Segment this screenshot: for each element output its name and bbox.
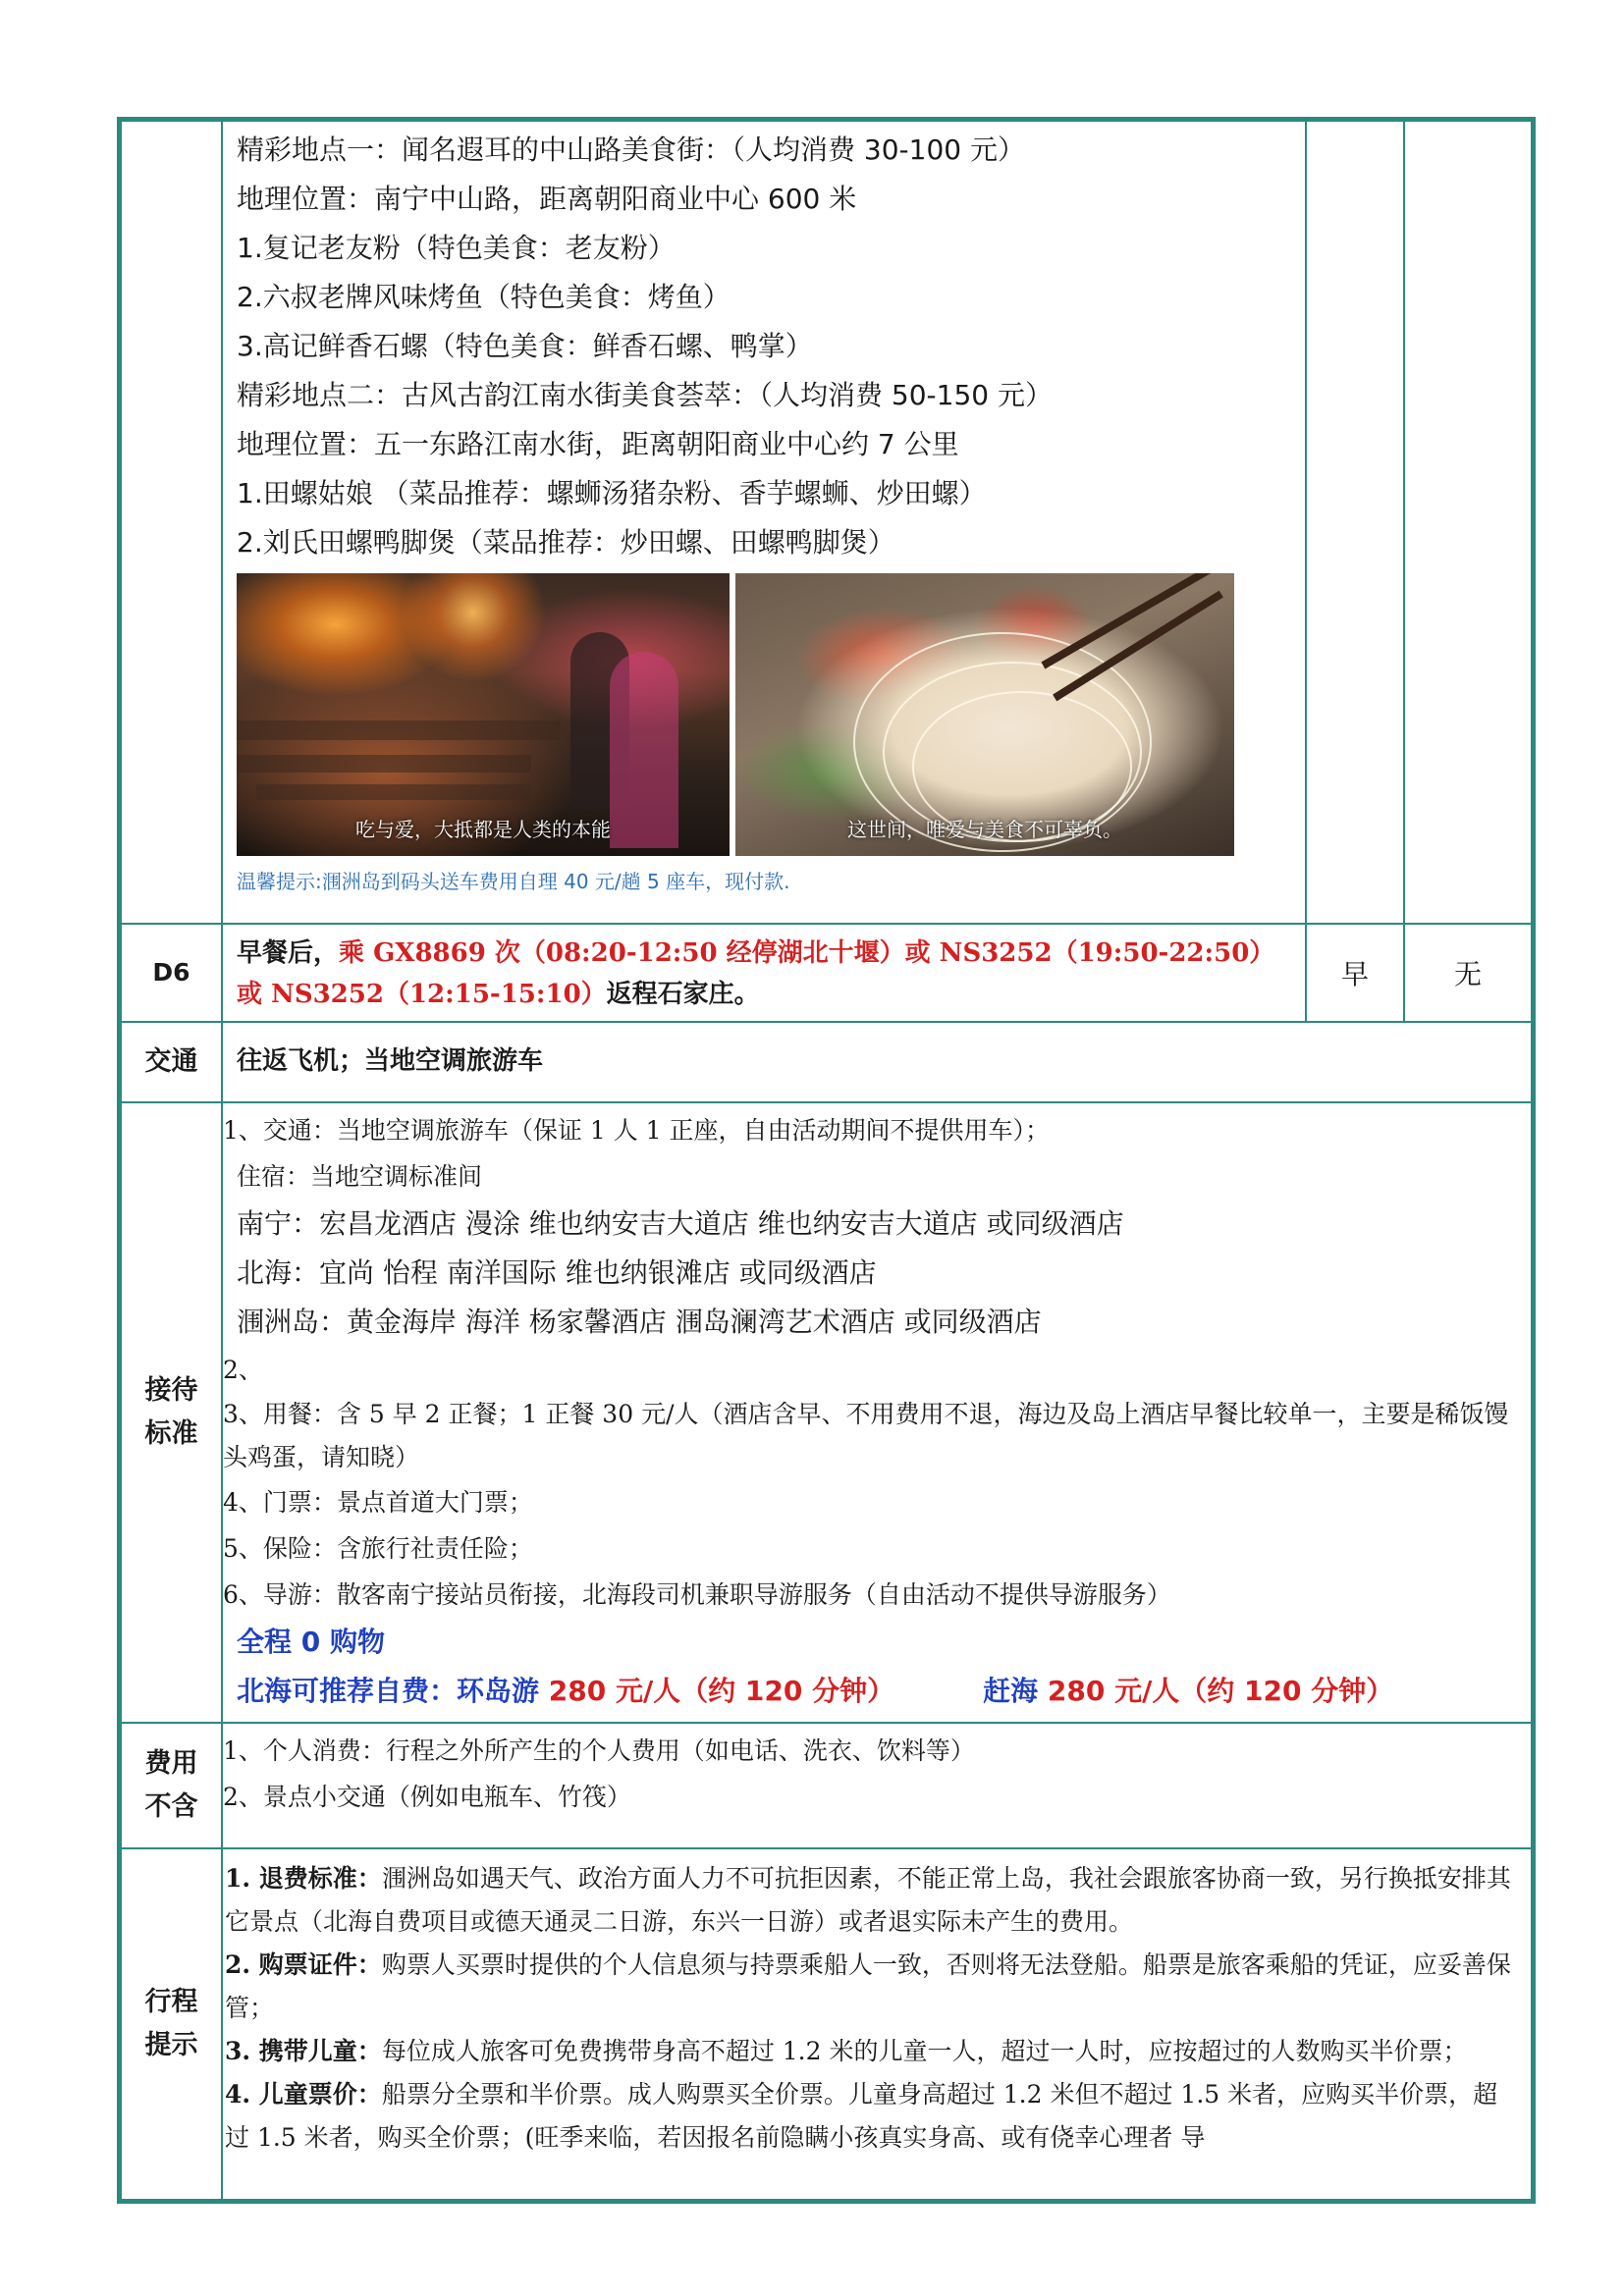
excluded-content — [222, 1723, 1532, 1848]
tip-child-fare-text: 船票分全票和半价票。成人购票买全价票。儿童身高超过 1.2 米但不超过 1.5 米者，应购买半价票，超过 1.5 米者，购买全价票；(旺季来临，若因报名前隐瞒小孩真实身高、或有侥幸心理者 导 — [225, 2080, 1498, 2152]
itinerary-sheet — [117, 117, 1536, 2204]
day6-row — [121, 924, 1532, 1022]
food-street-2-title: 精彩地点二：古风古韵江南水街美食荟萃：（人均消费 50-150 元） — [237, 379, 1053, 411]
optional-activity-1-price: 280 元/人（约 120 分钟） — [548, 1675, 895, 1707]
optional-activity-1: 北海可推荐自费：环岛游 — [237, 1675, 549, 1707]
standard-hotel-title: 住宿：当地空调标准间 — [237, 1162, 483, 1191]
no-shopping: 全程 0 购物 — [237, 1626, 385, 1658]
food-street-1-title: 精彩地点一：闻名遐耳的中山路美食街：（人均消费 30-100 元） — [237, 133, 1025, 166]
day5-label-cell — [121, 121, 222, 924]
tip-refund-title: 1. 退费标准： — [225, 1864, 382, 1893]
transport-text: 往返飞机；当地空调旅游车 — [237, 1045, 544, 1076]
optional-activity-2: 赶海 — [983, 1675, 1048, 1707]
day6-meal: 早 — [1306, 924, 1404, 1022]
standard-label-line2: 标准 — [144, 1418, 198, 1449]
tips-label — [121, 1848, 222, 2200]
tips-label-line2: 提示 — [144, 2030, 198, 2060]
standard-transport: 1、交通：当地空调旅游车（保证 1 人 1 正座，自由活动期间不提供用车）； — [223, 1116, 1051, 1145]
transport-row — [121, 1022, 1532, 1102]
food-street-2-location: 地理位置：五一东路江南水街，距离朝阳商业中心约 7 公里 — [237, 428, 959, 460]
food-item: 3.高记鲜香石螺（特色美食：鲜香石螺、鸭掌） — [237, 330, 813, 362]
standard-tickets: 4、门票：景点首道大门票； — [223, 1488, 533, 1517]
hotel-beihai: 北海：宜尚 怡程 南洋国际 维也纳银滩店 或同级酒店 — [237, 1256, 877, 1289]
tip-children — [225, 2030, 1521, 2073]
photo-caption: 这世间，唯爱与美食不可辜负。 — [847, 818, 1122, 841]
day5-row — [121, 121, 1532, 924]
tip-ticket-id — [225, 1944, 1521, 2030]
day6-hotel: 无 — [1404, 924, 1532, 1022]
night-market-photo — [237, 573, 730, 856]
tip-ticket-id-title: 2. 购票证件： — [225, 1950, 382, 1979]
standard-insurance: 5、保险：含旅行社责任险； — [223, 1534, 533, 1563]
day6-content-cell — [222, 924, 1306, 1022]
excluded-label-line2: 不含 — [144, 1791, 198, 1822]
optional-activities — [223, 1667, 1521, 1716]
tips-label-line1: 行程 — [144, 1987, 198, 2017]
tip-children-title: 3. 携带儿童： — [225, 2037, 382, 2065]
food-street-1-location: 地理位置：南宁中山路，距离朝阳商业中心 600 米 — [237, 183, 857, 215]
standard-guide: 6、导游：散客南宁接站员衔接，北海段司机兼职导游服务（自由活动不提供导游服务） — [223, 1580, 1171, 1609]
tip-children-text: 每位成人旅客可免费携带身高不超过 1.2 米的儿童一人，超过一人时，应按超过的人数购买半价票； — [381, 2037, 1468, 2065]
tip-refund-text: 涠洲岛如遇天气、政治方面人力不可抗拒因素，不能正常上岛，我社会跟旅客协商一致，另行换抵安排其它景点（北海自费项目或德天通灵二日游，东兴一日游）或者退实际未产生的费用。 — [225, 1864, 1511, 1936]
day6-label: D6 — [121, 924, 222, 1022]
food-item: 2.六叔老牌风味烤鱼（特色美食：烤鱼） — [237, 281, 731, 313]
itinerary-table — [120, 120, 1533, 2201]
transport-content — [222, 1022, 1532, 1102]
excluded-item-1: 1、个人消费：行程之外所产生的个人费用（如电话、洗衣、饮料等） — [223, 1736, 975, 1765]
standard-item-2: 2、 — [223, 1356, 263, 1384]
photo-caption: 吃与爱，大抵都是人类的本能 — [355, 818, 611, 841]
food-item: 1.复记老友粉（特色美食：老友粉） — [237, 232, 676, 264]
tip-refund — [225, 1857, 1521, 1944]
tip-ticket-id-text: 购票人买票时提供的个人信息须与持票乘船人一致，否则将无法登船。船票是旅客乘船的凭证，应妥善保管； — [225, 1950, 1511, 2022]
excluded-item-2: 2、景点小交通（例如电瓶车、竹筏） — [223, 1783, 631, 1811]
photo-row — [237, 573, 1295, 856]
day5-hotel-cell — [1404, 121, 1532, 924]
standard-label — [121, 1102, 222, 1723]
day6-flight-info: 乘 GX8869 次（08:20-12:50 经停湖北十堰）或 NS3252（19:50-22:50）或 NS3252（12:15-15:10） — [237, 938, 1275, 1009]
standard-label-line1: 接待 — [144, 1375, 198, 1406]
excluded-row — [121, 1723, 1532, 1848]
tips-content — [222, 1848, 1532, 2200]
day6-text — [237, 933, 1295, 1015]
food-item: 2.刘氏田螺鸭脚煲（菜品推荐：炒田螺、田螺鸭脚煲） — [237, 526, 895, 559]
hotel-nanning: 南宁：宏昌龙酒店 漫涂 维也纳安吉大道店 维也纳安吉大道店 或同级酒店 — [237, 1207, 1124, 1240]
tip-child-fare — [225, 2073, 1521, 2160]
tip-child-fare-title: 4. 儿童票价： — [225, 2080, 382, 2109]
ferry-tip: 温馨提示:涠洲岛到码头送车费用自理 40 元/趟 5 座车，现付款. — [237, 870, 790, 893]
noodle-bowl-photo — [735, 573, 1234, 856]
day6-text-start: 早餐后， — [237, 938, 340, 968]
standard-row — [121, 1102, 1532, 1723]
day5-content-cell — [222, 121, 1306, 924]
excluded-label-line1: 费用 — [144, 1748, 198, 1779]
day6-text-end: 返程石家庄。 — [606, 980, 760, 1009]
excluded-label — [121, 1723, 222, 1848]
optional-activity-2-price: 280 元/人（约 120 分钟） — [1047, 1675, 1394, 1707]
tips-row — [121, 1848, 1532, 2200]
day5-meal-cell — [1306, 121, 1404, 924]
transport-label: 交通 — [121, 1022, 222, 1102]
hotel-weizhou: 涠洲岛：黄金海岸 海洋 杨家馨酒店 涠岛澜湾艺术酒店 或同级酒店 — [237, 1306, 1042, 1338]
standard-content — [222, 1102, 1532, 1723]
standard-meals: 3、用餐：含 5 早 2 正餐；1 正餐 30 元/人（酒店含早、不用费用不退，海边及岛上酒店早餐比较单一，主要是稀饭馒头鸡蛋，请知晓） — [223, 1400, 1509, 1471]
food-item: 1.田螺姑娘 （菜品推荐：螺蛳汤猪杂粉、香芋螺蛳、炒田螺） — [237, 477, 987, 509]
